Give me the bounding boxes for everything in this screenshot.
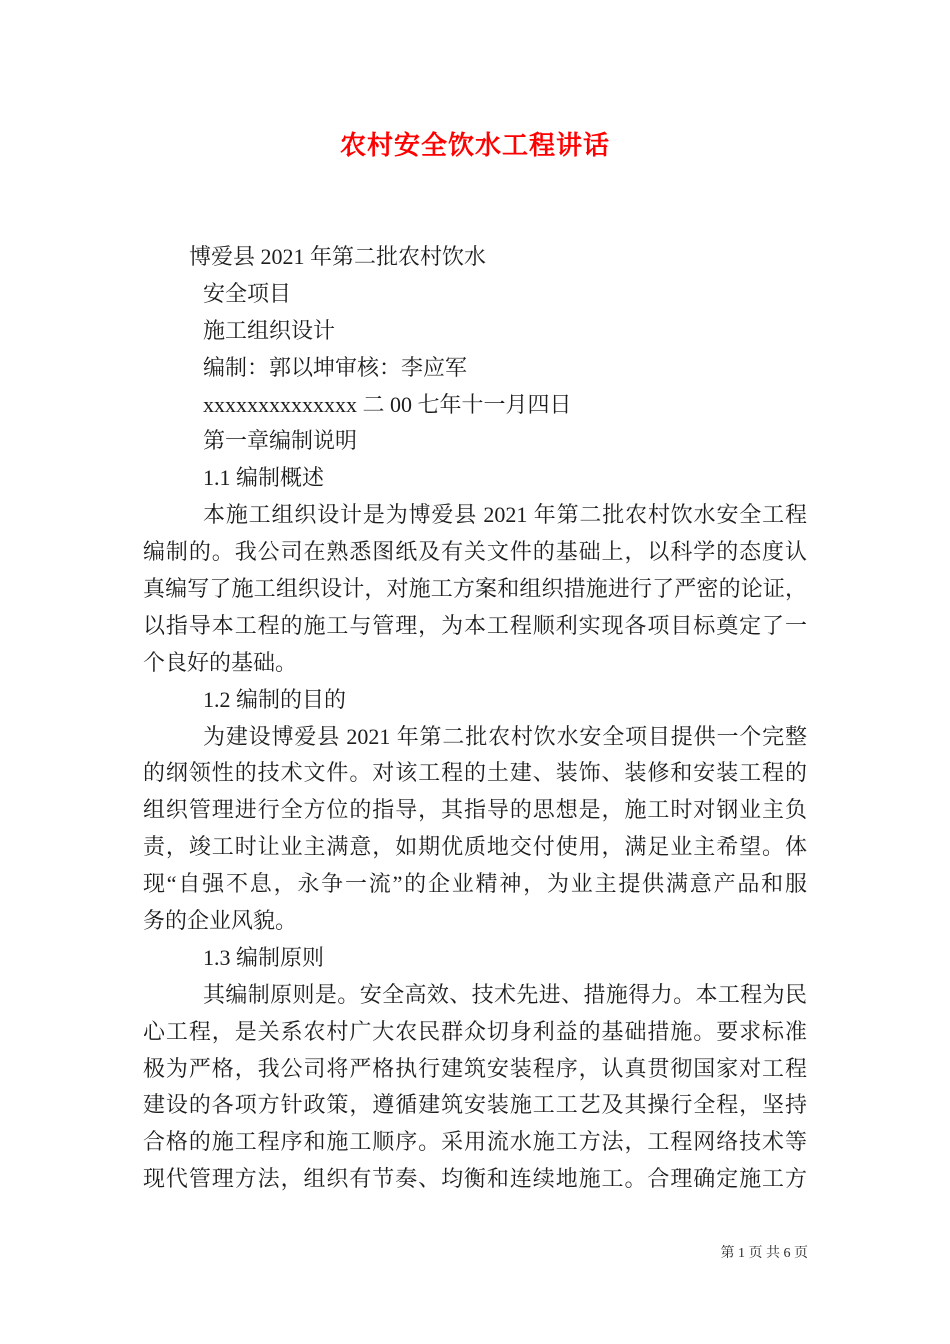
body-line: 合格的施工程序和施工顺序。采用流水施工方法，工程网络技术等 — [143, 1129, 807, 1155]
page-number-text: 第 1 页 共 6 页 — [720, 1246, 808, 1261]
body-line: 为建设博爱县 2021 年第二批农村饮水安全项目提供一个完整 — [203, 723, 807, 749]
body-line: 个良好的基础。 — [143, 649, 298, 675]
body-line: 编制的。我公司在熟悉图纸及有关文件的基础上，以科学的态度认 — [143, 539, 807, 565]
body-line section-heading: 1.1 编制概述 — [203, 465, 325, 491]
body-line: 现“自强不息，永争一流”的企业精神，为业主提供满意产品和服 — [143, 871, 807, 897]
body-line: 真编写了施工组织设计，对施工方案和组织措施进行了严密的论证， — [143, 576, 807, 602]
body-line: 组织管理进行全方位的指导，其指导的思想是，施工时对钢业主负 — [143, 797, 807, 823]
body-line: 施工组织设计 — [203, 317, 336, 343]
document-title: 农村安全饮水工程讲话 — [339, 131, 610, 160]
body-line: 建设的各项方针政策，遵循建筑安装施工工艺及其操行全程，坚持 — [143, 1092, 807, 1118]
body-line: xxxxxxxxxxxxxx 二 00 七年十一月四日 — [203, 391, 572, 417]
body-line: 务的企业风貌。 — [143, 908, 298, 934]
body-line: 博爱县 2021 年第二批农村饮水 — [189, 244, 487, 269]
body-line: 以指导本工程的施工与管理，为本工程顺利实现各项目标奠定了一 — [143, 612, 807, 638]
body-line: 安全项目 — [203, 280, 292, 306]
body-line: 极为严格，我公司将严格执行建筑安装程序，认真贯彻国家对工程 — [143, 1055, 807, 1081]
page-number-footer — [721, 1245, 809, 1263]
body-line: 现代管理方法，组织有节奏、均衡和连续地施工。合理确定施工方 — [143, 1166, 807, 1192]
document-body — [0, 239, 950, 1198]
body-line: 编制：郭以坤审核：李应军 — [203, 354, 468, 380]
body-line: 本施工组织设计是为博爱县 2021 年第二批农村饮水安全工程 — [203, 502, 807, 528]
body-line: 心工程，是关系农村广大农民群众切身利益的基础措施。要求标准 — [143, 1018, 807, 1044]
body-line: 其编制原则是。安全高效、技术先进、措施得力。本工程为民 — [203, 981, 807, 1007]
body-line section-heading: 1.2 编制的目的 — [203, 686, 347, 712]
body-line chapter-heading: 第一章编制说明 — [203, 428, 358, 454]
body-line section-heading: 1.3 编制原则 — [203, 944, 325, 970]
body-line: 的纲领性的技术文件。对该工程的土建、装饰、装修和安装工程的 — [143, 760, 807, 786]
body-line: 责，竣工时让业主满意，如期优质地交付使用，满足业主希望。体 — [143, 834, 807, 860]
